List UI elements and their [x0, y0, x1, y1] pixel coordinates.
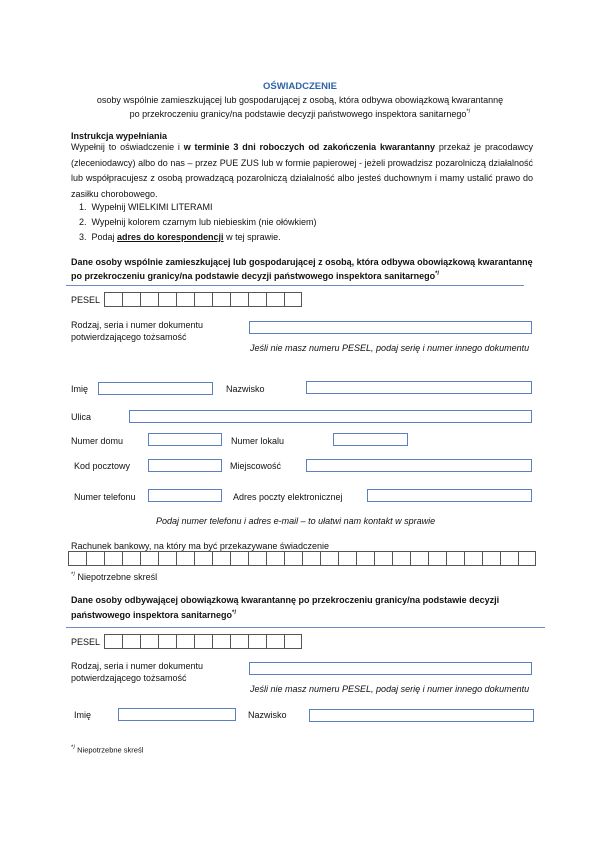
- bank-digit-box[interactable]: [86, 551, 104, 566]
- bank-digit-box[interactable]: [68, 551, 86, 566]
- section2-last-name-input[interactable]: [309, 709, 534, 722]
- bank-digit-box[interactable]: [428, 551, 446, 566]
- bank-digit-box[interactable]: [140, 551, 158, 566]
- section1-bank-account-input[interactable]: [68, 551, 536, 566]
- pesel-digit-box[interactable]: [248, 292, 266, 307]
- section1-first-name-label: Imię: [71, 384, 89, 394]
- bank-digit-box[interactable]: [212, 551, 230, 566]
- bank-digit-box[interactable]: [176, 551, 194, 566]
- section1-postal-code-input[interactable]: [148, 459, 222, 472]
- bank-digit-box[interactable]: [122, 551, 140, 566]
- section2-heading-line2: państwowego inspektora sanitarnego*/: [71, 610, 237, 620]
- section1-street-input[interactable]: [129, 410, 532, 423]
- bank-digit-box[interactable]: [374, 551, 392, 566]
- bank-digit-box[interactable]: [356, 551, 374, 566]
- instructions-paragraph: Wypełnij to oświadczenie i w terminie 3 dni roboczych od zakończenia kwarantanny przekaż je pracodawcy (zleceniodawcy) albo do nas – przez PUE ZUS lub w formie papierowej - jeżeli prowadzisz pozarolniczą działalność lub współpracujesz z osobą prowadzącą pozarolniczą działalność albo jesteś duchownym i mamy ustalić prawo do zasiłku chorobowego.: [71, 142, 534, 199]
- pesel-digit-box[interactable]: [194, 292, 212, 307]
- section1-doc-label-line1: Rodzaj, seria i numer dokumentu: [71, 320, 204, 330]
- section1-pesel-input[interactable]: [104, 292, 302, 307]
- pesel-digit-box[interactable]: [158, 634, 176, 649]
- pesel-digit-box[interactable]: [230, 634, 248, 649]
- section1-contact-hint: Podaj numer telefonu i adres e-mail – to ułatwi nam kontakt w sprawie: [156, 516, 436, 526]
- pesel-digit-box[interactable]: [284, 634, 302, 649]
- section2-footnote: */ Niepotrzebne skreśl: [71, 745, 144, 755]
- section1-city-input[interactable]: [306, 459, 532, 472]
- section1-divider: [66, 285, 524, 286]
- section1-phone-label: Numer telefonu: [74, 492, 136, 502]
- bank-digit-box[interactable]: [392, 551, 410, 566]
- section2-doc-label-line1: Rodzaj, seria i numer dokumentu: [71, 661, 204, 671]
- section2-doc-label-line2: potwierdzającego tożsamość: [71, 673, 187, 683]
- pesel-digit-box[interactable]: [140, 634, 158, 649]
- section2-doc-hint: Jeśli nie masz numeru PESEL, podaj serię i numer innego dokumentu: [250, 684, 530, 694]
- pesel-digit-box[interactable]: [266, 292, 284, 307]
- section1-pesel-label: PESEL: [71, 295, 101, 305]
- pesel-digit-box[interactable]: [176, 292, 194, 307]
- section1-last-name-input[interactable]: [306, 381, 532, 394]
- pesel-digit-box[interactable]: [212, 634, 230, 649]
- section2-pesel-label: PESEL: [71, 637, 101, 647]
- section2-divider: [66, 627, 545, 628]
- bank-digit-box[interactable]: [500, 551, 518, 566]
- section1-city-label: Miejscowość: [230, 461, 282, 471]
- bank-digit-box[interactable]: [104, 551, 122, 566]
- section1-phone-input[interactable]: [148, 489, 222, 502]
- bank-digit-box[interactable]: [194, 551, 212, 566]
- instruction-item-2: 2. Wypełnij kolorem czarnym lub niebieskim (nie ołówkiem): [79, 217, 317, 227]
- pesel-digit-box[interactable]: [140, 292, 158, 307]
- pesel-digit-box[interactable]: [212, 292, 230, 307]
- section2-first-name-input[interactable]: [118, 708, 236, 721]
- pesel-digit-box[interactable]: [104, 634, 122, 649]
- form-title: OŚWIADCZENIE: [263, 81, 337, 92]
- section1-doc-label-line2: potwierdzającego tożsamość: [71, 332, 187, 342]
- form-subtitle-line1: osoby wspólnie zamieszkującej lub gospodarującej z osobą, która odbywa obowiązkową kwarantannę: [96, 95, 504, 105]
- section2-pesel-input[interactable]: [104, 634, 302, 649]
- bank-digit-box[interactable]: [230, 551, 248, 566]
- section1-email-label: Adres poczty elektronicznej: [233, 492, 343, 502]
- section2-last-name-label: Nazwisko: [248, 710, 287, 720]
- instruction-item-1: 1. Wypełnij WIELKIMI LITERAMI: [79, 202, 213, 212]
- bank-digit-box[interactable]: [302, 551, 320, 566]
- section1-heading-line1: Dane osoby wspólnie zamieszkującej lub gospodarującej z osobą, która odbywa obowiązkową kwarantannę: [71, 257, 533, 267]
- section1-street-label: Ulica: [71, 412, 92, 422]
- bank-digit-box[interactable]: [338, 551, 356, 566]
- section1-bank-label: Rachunek bankowy, na który ma być przekazywane świadczenie: [71, 541, 329, 551]
- section1-house-no-input[interactable]: [148, 433, 222, 446]
- instruction-item-3: 3. Podaj adres do korespondencji w tej sprawie.: [79, 232, 281, 242]
- pesel-digit-box[interactable]: [284, 292, 302, 307]
- bank-digit-box[interactable]: [464, 551, 482, 566]
- pesel-digit-box[interactable]: [230, 292, 248, 307]
- pesel-digit-box[interactable]: [266, 634, 284, 649]
- pesel-digit-box[interactable]: [104, 292, 122, 307]
- bank-digit-box[interactable]: [284, 551, 302, 566]
- pesel-digit-box[interactable]: [176, 634, 194, 649]
- section1-email-input[interactable]: [367, 489, 532, 502]
- section1-doc-hint: Jeśli nie masz numeru PESEL, podaj serię i numer innego dokumentu: [250, 343, 530, 353]
- bank-digit-box[interactable]: [446, 551, 464, 566]
- bank-digit-box[interactable]: [158, 551, 176, 566]
- bank-digit-box[interactable]: [518, 551, 536, 566]
- section1-flat-no-input[interactable]: [333, 433, 408, 446]
- bank-digit-box[interactable]: [410, 551, 428, 566]
- pesel-digit-box[interactable]: [194, 634, 212, 649]
- section1-flat-no-label: Numer lokalu: [231, 436, 285, 446]
- form-subtitle-line2: po przekroczeniu granicy/na podstawie decyzji państwowego inspektora sanitarnego*/: [129, 109, 471, 119]
- section1-document-input[interactable]: [249, 321, 532, 334]
- section2-document-input[interactable]: [249, 662, 532, 675]
- section2-first-name-label: Imię: [74, 710, 92, 720]
- pesel-digit-box[interactable]: [248, 634, 266, 649]
- pesel-digit-box[interactable]: [122, 292, 140, 307]
- section1-house-no-label: Numer domu: [71, 436, 124, 446]
- section1-heading-line2: po przekroczeniu granicy/na podstawie decyzji państwowego inspektora sanitarnego*/: [71, 271, 440, 281]
- section1-first-name-input[interactable]: [98, 382, 213, 395]
- bank-digit-box[interactable]: [482, 551, 500, 566]
- instructions-heading: Instrukcja wypełniania: [71, 131, 168, 141]
- pesel-digit-box[interactable]: [158, 292, 176, 307]
- bank-digit-box[interactable]: [266, 551, 284, 566]
- section1-last-name-label: Nazwisko: [226, 384, 265, 394]
- bank-digit-box[interactable]: [248, 551, 266, 566]
- bank-digit-box[interactable]: [320, 551, 338, 566]
- section2-heading-line1: Dane osoby odbywającej obowiązkową kwarantannę po przekroczeniu granicy/na podstawie decyzji: [71, 595, 500, 605]
- section1-postal-code-label: Kod pocztowy: [74, 461, 131, 471]
- pesel-digit-box[interactable]: [122, 634, 140, 649]
- section1-footnote: */ Niepotrzebne skreśl: [71, 572, 158, 582]
